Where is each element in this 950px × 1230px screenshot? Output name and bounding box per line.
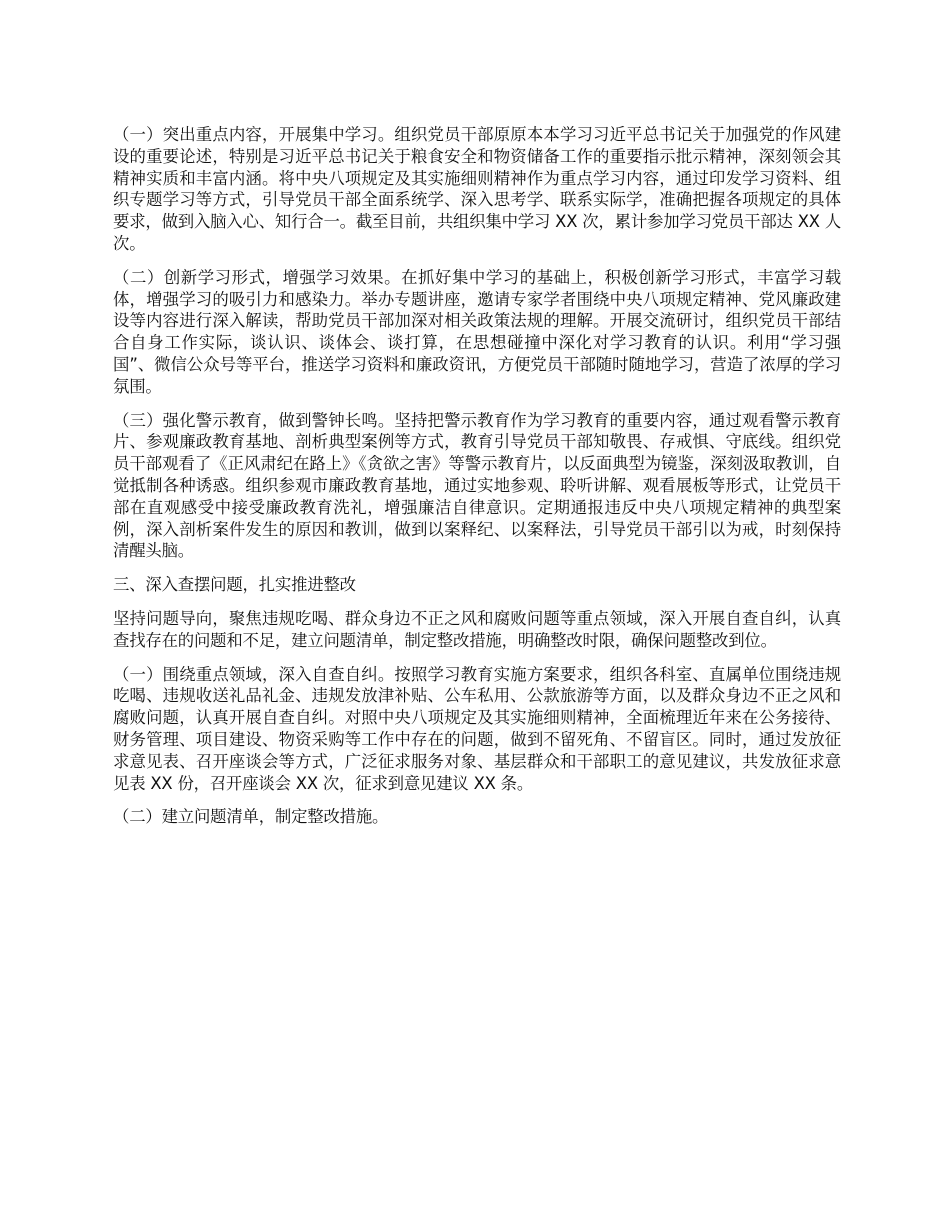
paragraph-innovate-learning: （二）创新学习形式，增强学习效果。在抓好集中学习的基础上，积极创新学习形式，丰富学习载体，增强学习的吸引力和感染力。举办专题讲座，邀请专家学者围绕中央八项规定精神、党风廉政建设等内容进行深入解读，帮助党员干部加深对相关政策法规的理解。开展交流研讨，组织党员干部结合自身工作实际，谈认识、谈体会、谈打算，在思想碰撞中深化对学习教育的认识。利用“学习强国”、微信公众号等平台，推送学习资料和廉政资讯，方便党员干部随时随地学习，营造了浓厚的学习氛围。	[113, 267, 841, 396]
section-heading-three: 三、深入查摆问题，扎实推进整改	[113, 575, 356, 595]
paragraph-warning-education: （三）强化警示教育，做到警钟长鸣。坚持把警示教育作为学习教育的重要内容，通过观看警示教育片、参观廉政教育基地、剖析典型案例等方式，教育引导党员干部知敬畏、存戒惧、守底线。组织党员干部观看了《正风肃纪在路上》《贪欲之害》等警示教育片，以反面典型为镜鉴，深刻汲取教训，自觉抵制各种诱惑。组织参观市廉政教育基地，通过实地参观、聆听讲解、观看展板等形式，让党员干部在直观感受中接受廉政教育洗礼，增强廉洁自律意识。定期通报违反中央八项规定精神的典型案例，深入剖析案件发生的原因和教训，做到以案释纪、以案释法，引导党员干部引以为戒，时刻保持清醒头脑。	[113, 410, 841, 561]
document-body	[113, 124, 841, 840]
paragraph-focus-content: （一）突出重点内容，开展集中学习。组织党员干部原原本本学习习近平总书记关于加强党的作风建设的重要论述，特别是习近平总书记关于粮食安全和物资储备工作的重要指示批示精神，深刻领会其精神实质和丰富内涵。将中央八项规定及其实施细则精神作为重点学习内容，通过印发学习资料、组织专题学习等方式，引导党员干部全面系统学、深入思考学、联系实际学，准确把握各项规定的具体要求，做到入脑入心、知行合一。截至目前，共组织集中学习 XX 次，累计参加学习党员干部达 XX 人次。	[113, 125, 841, 253]
paragraph-problem-list: （二）建立问题清单，制定整改措施。	[113, 807, 389, 827]
paragraph-problem-oriented: 坚持问题导向，聚焦违规吃喝、群众身边不正之风和腐败问题等重点领域，深入开展自查自纠，认真查找存在的问题和不足，建立问题清单，制定整改措施，明确整改时限，确保问题整改到位。	[113, 608, 841, 650]
paragraph-self-inspection: （一）围绕重点领域，深入自查自纠。按照学习教育实施方案要求，组织各科室、直属单位围绕违规吃喝、违规收送礼品礼金、违规发放津补贴、公车私用、公款旅游等方面，以及群众身边不正之风和腐败问题，认真开展自查自纠。对照中央八项规定及其实施细则精神，全面梳理近年来在公务接待、财务管理、项目建设、物资采购等工作中存在的问题，做到不留死角、不留盲区。同时，通过发放征求意见表、召开座谈会等方式，广泛征求服务对象、基层群众和干部职工的意见建议，共发放征求意见表 XX 份，召开座谈会 XX 次，征求到意见建议 XX 条。	[113, 664, 841, 793]
